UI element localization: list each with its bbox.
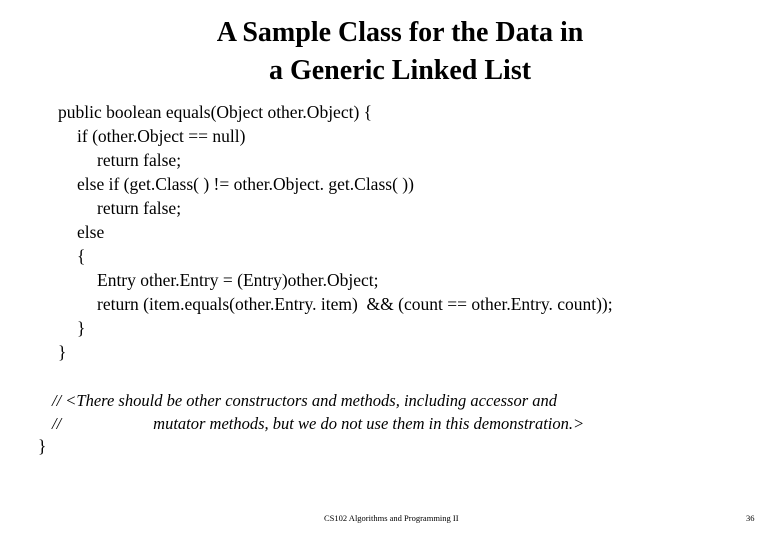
comment-prefix: // [52, 414, 62, 433]
page-number: 36 [746, 513, 755, 523]
title-line-1: A Sample Class for the Data in [216, 17, 584, 48]
code-line-2: if (other.Object == null) [77, 126, 246, 146]
code-line-5: return false; [97, 198, 182, 218]
comment-line-2 [52, 412, 584, 435]
code-line-9: return (item.equals(other.Entry. item) && (count == other.Entry. count)); [97, 294, 613, 314]
title-line-2: a Generic Linked List [268, 55, 532, 86]
code-line-6: else [77, 222, 105, 242]
code-line-3: return false; [97, 150, 182, 170]
code-line-4: else if (get.Class( ) != other.Object. get.Class( )) [77, 174, 414, 194]
class-closing-brace: } [38, 436, 47, 456]
code-line-11: } [58, 342, 67, 362]
slide-title [0, 14, 780, 90]
code-line-8: Entry other.Entry = (Entry)other.Object; [97, 270, 379, 290]
comment-text: mutator methods, but we do not use them in this demonstration.> [153, 414, 585, 433]
code-line-7: { [77, 246, 86, 266]
comment-line-1: // <There should be other constructors and methods, including accessor and [52, 391, 558, 410]
slide-footer: CS102 Algorithms and Programming II [324, 513, 459, 523]
code-line-10: } [77, 318, 86, 338]
code-line-1: public boolean equals(Object other.Object) { [58, 102, 373, 122]
